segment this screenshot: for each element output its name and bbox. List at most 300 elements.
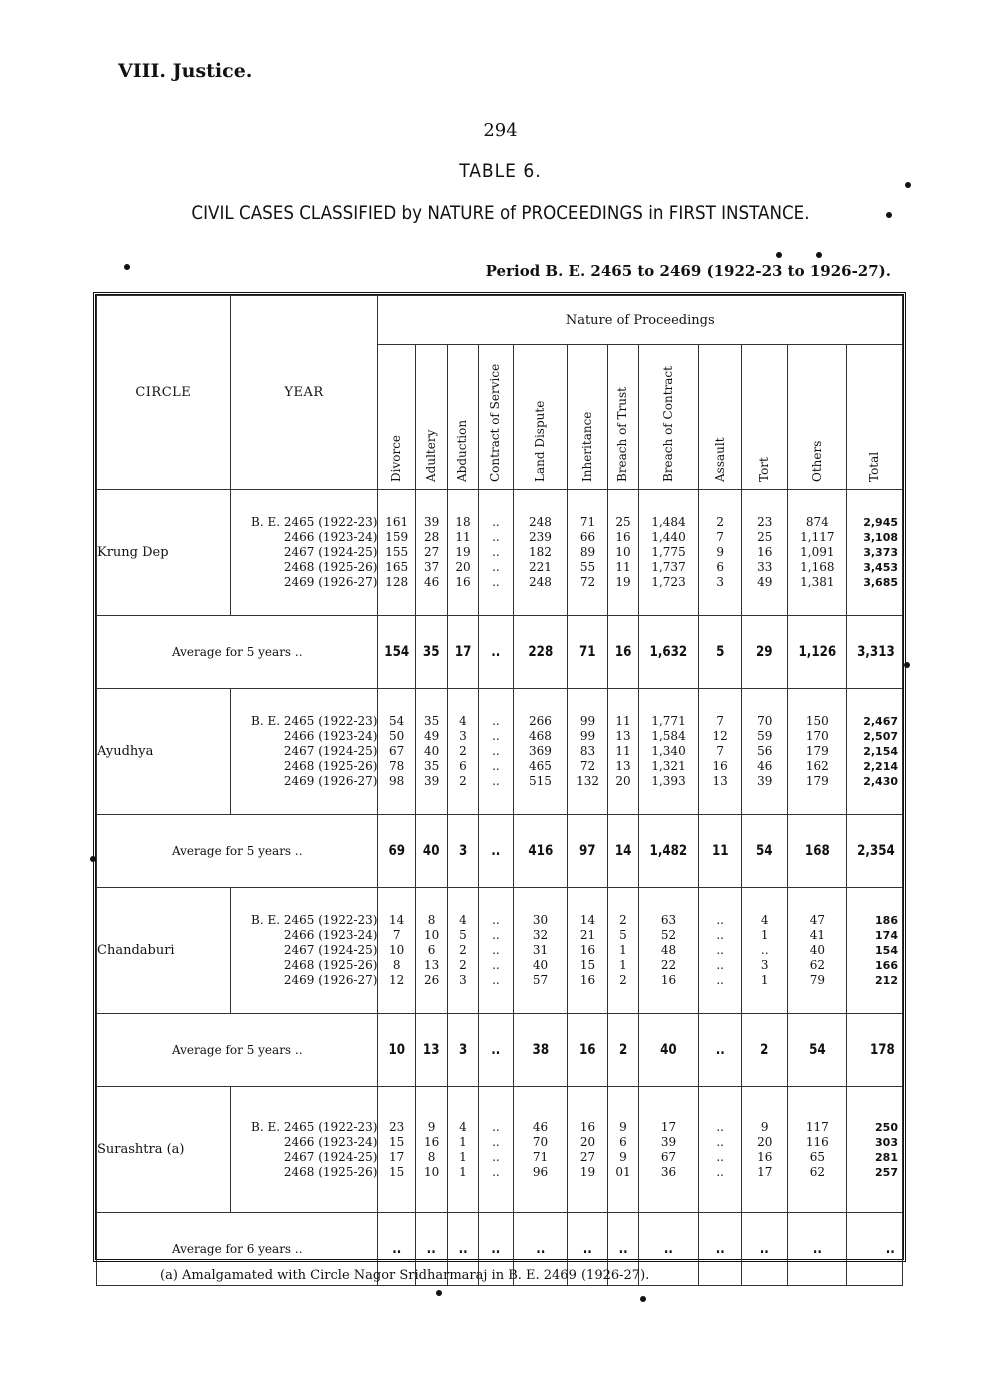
cell-value: 166 — [875, 959, 898, 972]
cell-value: 11 — [455, 530, 471, 544]
average-value: .. — [851, 1213, 898, 1286]
cell-value: 4 — [760, 913, 769, 927]
value-column-breach-of-contract — [638, 490, 699, 616]
cell-value: 155 — [385, 545, 409, 559]
cell-value: 10 — [423, 1164, 440, 1179]
average-value: .. — [450, 1213, 476, 1286]
value-column-adultery — [415, 689, 447, 815]
circle-data-row — [97, 689, 903, 815]
cell-value: 59 — [757, 729, 773, 743]
cell-value: 16 — [423, 1134, 440, 1149]
cell-value: .. — [492, 1119, 500, 1134]
value-column-land-dispute — [514, 1087, 568, 1213]
col-header-tort: Tort — [741, 345, 788, 490]
average-value: 2 — [745, 1014, 785, 1087]
scan-speck — [640, 1296, 646, 1302]
cell-value: .. — [492, 928, 500, 942]
average-value: 3 — [450, 1014, 476, 1087]
cell-value: 48 — [660, 943, 677, 957]
year-entry: 2468 (1925-26) — [283, 958, 378, 972]
cell-value: 162 — [805, 759, 829, 773]
cell-value: 165 — [385, 560, 409, 574]
cell-value: 99 — [579, 729, 596, 743]
year-entry: 2466 (1923-24) — [283, 1134, 378, 1149]
cell-value: .. — [492, 973, 500, 987]
cell-value: 96 — [532, 1164, 549, 1179]
cell-value: 6 — [427, 943, 436, 957]
value-column-divorce — [378, 1087, 415, 1213]
cell-value: 2 — [619, 913, 627, 927]
cell-value: .. — [492, 759, 500, 773]
value-column-breach-of-trust — [608, 888, 638, 1014]
cell-value: .. — [492, 774, 500, 788]
average-label: Average for 5 years .. — [97, 1014, 378, 1087]
year-entry: 2468 (1925-26) — [283, 1164, 378, 1179]
cell-value: .. — [492, 515, 500, 529]
average-row — [97, 1014, 903, 1087]
cell-value: 14 — [389, 913, 405, 927]
average-value: .. — [570, 1213, 604, 1286]
cell-value: 1 — [459, 1149, 467, 1164]
cell-value: 39 — [757, 774, 773, 788]
cell-value: 12 — [389, 973, 405, 987]
value-column-total — [847, 1087, 903, 1213]
average-value: 40 — [643, 1014, 695, 1087]
cell-value: .. — [492, 1149, 500, 1164]
cell-value: 40 — [423, 744, 440, 758]
year-entry: B. E. 2465 (1922-23) — [251, 714, 378, 728]
value-column-divorce — [378, 888, 415, 1014]
cell-value: 40 — [809, 943, 825, 957]
cell-value: 1,340 — [651, 744, 686, 758]
col-header-breach-of-contract: Breach of Contract — [638, 345, 699, 490]
cell-value: 3,108 — [863, 531, 898, 544]
average-value: 11 — [702, 815, 738, 888]
average-value: 178 — [851, 1014, 898, 1087]
cell-value: 9 — [427, 1119, 436, 1134]
cell-value: 8 — [427, 913, 436, 927]
cell-value: .. — [716, 913, 724, 927]
cell-value: 16 — [712, 759, 728, 773]
average-value: 228 — [518, 616, 564, 689]
cell-value: 1,117 — [800, 530, 835, 544]
cell-value: 117 — [805, 1119, 829, 1134]
cell-value: 13 — [712, 774, 728, 788]
cell-value: 9 — [716, 545, 724, 559]
year-list — [230, 490, 378, 616]
cell-value: 26 — [423, 973, 440, 987]
col-header-divorce: Divorce — [378, 345, 415, 490]
scan-speck — [436, 1290, 442, 1296]
cell-value: 116 — [805, 1134, 829, 1149]
average-value: 54 — [745, 815, 785, 888]
cell-value: 2 — [716, 515, 724, 529]
cell-value: 16 — [757, 1149, 773, 1164]
cell-value: 515 — [529, 774, 552, 788]
cell-value: 2,154 — [863, 745, 898, 758]
year-entry: 2468 (1925-26) — [283, 759, 378, 773]
value-column-abduction — [448, 689, 478, 815]
cell-value: 49 — [757, 575, 773, 589]
scan-speck — [776, 252, 782, 258]
cell-value: 465 — [529, 759, 552, 773]
year-entry: 2467 (1924-25) — [283, 943, 378, 957]
col-header-adultery: Adultery — [415, 345, 447, 490]
cell-value: .. — [492, 1164, 500, 1179]
cell-value: 132 — [576, 774, 599, 788]
cell-value: 27 — [579, 1149, 596, 1164]
col-header-total: Total — [847, 345, 903, 490]
cell-value: 3 — [459, 973, 467, 987]
value-column-breach-of-trust — [608, 1087, 638, 1213]
year-entry: 2468 (1925-26) — [283, 560, 378, 574]
cell-value: 1,737 — [651, 560, 686, 574]
average-value: 2,354 — [851, 815, 898, 888]
year-entry: 2466 (1923-24) — [283, 729, 378, 743]
cell-value: 23 — [757, 515, 773, 529]
cell-value: 01 — [615, 1164, 631, 1179]
cell-value: 16 — [579, 973, 596, 987]
cell-value: .. — [492, 943, 500, 957]
cell-value: 10 — [615, 545, 631, 559]
cell-value: .. — [492, 575, 500, 589]
cell-value: 3,685 — [863, 576, 898, 589]
cell-value: 70 — [757, 714, 773, 728]
cell-value: 250 — [875, 1120, 898, 1134]
cell-value: 67 — [660, 1149, 677, 1164]
table-title: CIVIL CASES CLASSIFIED by NATURE of PROCEEDINGS in FIRST INSTANCE. — [191, 202, 810, 224]
cell-value: 5 — [619, 928, 627, 942]
cell-value: 83 — [579, 744, 596, 758]
cell-value: 19 — [579, 1164, 596, 1179]
cell-value: 47 — [809, 913, 825, 927]
circle-data-row — [97, 888, 903, 1014]
cell-value: 35 — [423, 714, 440, 728]
value-column-abduction — [448, 1087, 478, 1213]
cell-value: 12 — [712, 729, 728, 743]
cell-value: 1,168 — [800, 560, 835, 574]
circle-name: Chandaburi — [97, 888, 231, 1014]
cell-value: 9 — [619, 1149, 627, 1164]
cell-value: 16 — [757, 545, 773, 559]
average-value: 69 — [381, 815, 413, 888]
year-entry: 2467 (1924-25) — [283, 545, 378, 559]
cell-value: 9 — [760, 1119, 769, 1134]
average-value: .. — [643, 1213, 695, 1286]
cell-value: 33 — [757, 560, 773, 574]
cell-value: 1,584 — [651, 729, 686, 743]
cell-value: 20 — [579, 1134, 596, 1149]
cell-value: 70 — [532, 1134, 549, 1149]
cell-value: 16 — [579, 943, 596, 957]
cell-value: 15 — [389, 1134, 405, 1149]
average-value: 5 — [702, 616, 738, 689]
cell-value: 6 — [716, 560, 724, 574]
cell-value: 25 — [615, 515, 631, 529]
table-body — [97, 490, 903, 1286]
cell-value: 248 — [529, 515, 552, 529]
cell-value: 13 — [423, 958, 440, 972]
cell-value: 15 — [579, 958, 596, 972]
cell-value: .. — [492, 714, 500, 728]
value-column-tort — [741, 888, 788, 1014]
cell-value: 16 — [660, 973, 677, 987]
cell-value: 19 — [615, 575, 631, 589]
cell-value: 2,214 — [863, 760, 898, 773]
cell-value: 22 — [660, 958, 677, 972]
cell-value: 46 — [423, 575, 440, 589]
average-value: 40 — [418, 815, 446, 888]
cell-value: 41 — [809, 928, 825, 942]
cell-value: 23 — [389, 1119, 405, 1134]
average-value: .. — [481, 815, 511, 888]
cell-value: 11 — [615, 744, 631, 758]
cell-value: 89 — [579, 545, 596, 559]
cell-value: 1 — [459, 1164, 467, 1179]
average-value: .. — [481, 1213, 511, 1286]
value-column-inheritance — [567, 689, 608, 815]
cell-value: 1 — [459, 1134, 467, 1149]
cell-value: 79 — [809, 973, 825, 987]
cell-value: 239 — [529, 530, 552, 544]
value-column-assault — [699, 490, 742, 616]
cell-value: 18 — [455, 515, 471, 529]
cell-value: 2 — [459, 774, 467, 788]
value-column-breach-of-trust — [608, 689, 638, 815]
cell-value: 72 — [579, 575, 596, 589]
value-column-breach-of-contract — [638, 1087, 699, 1213]
cell-value: 3 — [760, 958, 769, 972]
cell-value: 1,771 — [651, 714, 686, 728]
cell-value: 174 — [875, 929, 898, 942]
cell-value: 72 — [579, 759, 596, 773]
section-heading: VIII. Justice. — [118, 60, 253, 82]
cell-value: 3,453 — [863, 561, 898, 574]
cell-value: 17 — [660, 1119, 677, 1134]
average-value: .. — [481, 616, 511, 689]
cell-value: 11 — [615, 560, 631, 574]
year-header: YEAR — [230, 296, 378, 490]
average-value: 14 — [610, 815, 636, 888]
value-column-inheritance — [567, 888, 608, 1014]
value-column-contract-of-service — [478, 1087, 513, 1213]
year-entry: 2466 (1923-24) — [283, 928, 378, 942]
cell-value: 7 — [716, 744, 724, 758]
average-value: 16 — [610, 616, 636, 689]
cell-value: 78 — [389, 759, 405, 773]
cell-value: 16 — [615, 530, 631, 544]
circle-header: CIRCLE — [97, 296, 231, 490]
cell-value: 66 — [579, 530, 596, 544]
scan-speck — [90, 856, 96, 862]
cell-value: 37 — [423, 560, 440, 574]
page-number: 294 — [483, 120, 518, 141]
cell-value: 62 — [809, 1164, 825, 1179]
cell-value: 2,945 — [863, 516, 898, 529]
cell-value: 1,091 — [800, 545, 835, 559]
table-number: TABLE 6. — [459, 160, 542, 182]
scan-speck — [905, 182, 911, 188]
average-value: 38 — [518, 1014, 564, 1087]
average-row — [97, 616, 903, 689]
year-list — [230, 689, 378, 815]
cell-value: 25 — [757, 530, 773, 544]
value-column-land-dispute — [514, 689, 568, 815]
cell-value: 303 — [875, 1135, 898, 1149]
cell-value: .. — [716, 928, 724, 942]
average-value: 29 — [745, 616, 785, 689]
cell-value: 159 — [385, 530, 409, 544]
cell-value: 46 — [757, 759, 773, 773]
cell-value: 14 — [579, 913, 596, 927]
value-column-land-dispute — [514, 888, 568, 1014]
cell-value: 30 — [532, 913, 549, 927]
cell-value: 1,440 — [651, 530, 686, 544]
cell-value: 186 — [875, 914, 898, 927]
cell-value: 35 — [423, 759, 440, 773]
value-column-contract-of-service — [478, 888, 513, 1014]
cell-value: 8 — [392, 958, 401, 972]
cell-value: 2,467 — [863, 715, 898, 728]
cell-value: .. — [716, 973, 724, 987]
cell-value: 3 — [459, 729, 467, 743]
average-row — [97, 815, 903, 888]
value-column-abduction — [448, 490, 478, 616]
average-value: 71 — [570, 616, 604, 689]
average-value: 3 — [450, 815, 476, 888]
cell-value: .. — [492, 729, 500, 743]
cell-value: .. — [492, 744, 500, 758]
value-column-others — [788, 1087, 847, 1213]
value-column-others — [788, 490, 847, 616]
cell-value: 1,775 — [651, 545, 686, 559]
cell-value: 7 — [716, 714, 724, 728]
col-header-assault: Assault — [699, 345, 742, 490]
cell-value: 55 — [579, 560, 596, 574]
average-value: 10 — [381, 1014, 413, 1087]
cell-value: 19 — [455, 545, 471, 559]
cell-value: 17 — [389, 1149, 405, 1164]
cases-grid — [96, 295, 903, 1286]
col-header-abduction: Abduction — [448, 345, 478, 490]
cell-value: 17 — [757, 1164, 773, 1179]
value-column-breach-of-contract — [638, 689, 699, 815]
cell-value: 62 — [809, 958, 825, 972]
cell-value: 32 — [532, 928, 549, 942]
cell-value: 10 — [423, 928, 440, 942]
cell-value: 248 — [529, 575, 552, 589]
cell-value: 5 — [459, 928, 467, 942]
circle-name: Krung Dep — [97, 490, 231, 616]
average-value: 168 — [792, 815, 842, 888]
cell-value: 27 — [423, 545, 440, 559]
average-value: 13 — [418, 1014, 446, 1087]
cell-value: 1,381 — [800, 575, 835, 589]
cell-value: 63 — [660, 913, 677, 927]
cell-value: 266 — [529, 714, 552, 728]
cell-value: 4 — [459, 1119, 467, 1134]
cell-value: 2 — [619, 973, 627, 987]
average-value: .. — [702, 1014, 738, 1087]
col-header-inheritance: Inheritance — [567, 345, 608, 490]
value-column-tort — [741, 490, 788, 616]
year-entry: 2469 (1926-27) — [283, 575, 378, 589]
cell-value: 1,321 — [651, 759, 686, 773]
cell-value: 65 — [809, 1149, 825, 1164]
average-value: .. — [481, 1014, 511, 1087]
cell-value: 281 — [875, 1150, 898, 1164]
cell-value: .. — [760, 943, 769, 957]
year-entry: B. E. 2465 (1922-23) — [251, 913, 378, 927]
cell-value: 2,507 — [863, 730, 898, 743]
value-column-total — [847, 888, 903, 1014]
average-value: 1,632 — [643, 616, 695, 689]
average-value: 97 — [570, 815, 604, 888]
cell-value: 52 — [660, 928, 677, 942]
year-list — [230, 888, 378, 1014]
cell-value: .. — [492, 545, 500, 559]
cell-value: .. — [492, 1134, 500, 1149]
average-value: 3,313 — [851, 616, 898, 689]
year-entry: 2469 (1926-27) — [283, 973, 378, 987]
value-column-divorce — [378, 689, 415, 815]
cell-value: 20 — [455, 560, 471, 574]
cell-value: 1 — [619, 943, 627, 957]
circle-name: Surashtra (a) — [97, 1087, 231, 1213]
value-column-total — [847, 689, 903, 815]
scan-speck — [124, 264, 130, 270]
cell-value: 161 — [385, 515, 409, 529]
cell-value: 99 — [579, 714, 596, 728]
cell-value: 54 — [389, 714, 405, 728]
value-column-breach-of-contract — [638, 888, 699, 1014]
cell-value: 57 — [532, 973, 549, 987]
circle-name: Ayudhya — [97, 689, 231, 815]
cell-value: 8 — [427, 1149, 436, 1164]
cell-value: 46 — [532, 1119, 549, 1134]
cell-value: .. — [716, 1134, 724, 1149]
value-column-tort — [741, 1087, 788, 1213]
cell-value: .. — [716, 1149, 724, 1164]
value-column-adultery — [415, 1087, 447, 1213]
average-value: 17 — [450, 616, 476, 689]
col-header-breach-of-trust: Breach of Trust — [608, 345, 638, 490]
cell-value: 179 — [805, 744, 829, 758]
cell-value: 15 — [389, 1164, 405, 1179]
cell-value: .. — [716, 943, 724, 957]
cell-value: 150 — [805, 714, 829, 728]
cell-value: 40 — [532, 958, 549, 972]
cell-value: 6 — [459, 759, 467, 773]
cell-value: 39 — [660, 1134, 677, 1149]
cell-value: 179 — [805, 774, 829, 788]
value-column-land-dispute — [514, 490, 568, 616]
circle-data-row — [97, 1087, 903, 1213]
cell-value: .. — [492, 913, 500, 927]
footnote: (a) Amalgamated with Circle Nagor Sridharmaraj in B. E. 2469 (1926-27). — [160, 1268, 650, 1283]
col-header-others: Others — [788, 345, 847, 490]
average-value: .. — [518, 1213, 564, 1286]
cell-value: 7 — [716, 530, 724, 544]
cell-value: 1,723 — [651, 575, 686, 589]
cell-value: 71 — [579, 515, 596, 529]
cell-value: .. — [716, 1119, 724, 1134]
value-column-assault — [699, 1087, 742, 1213]
average-value: 2 — [610, 1014, 636, 1087]
value-column-tort — [741, 689, 788, 815]
value-column-divorce — [378, 490, 415, 616]
average-value: .. — [381, 1213, 413, 1286]
